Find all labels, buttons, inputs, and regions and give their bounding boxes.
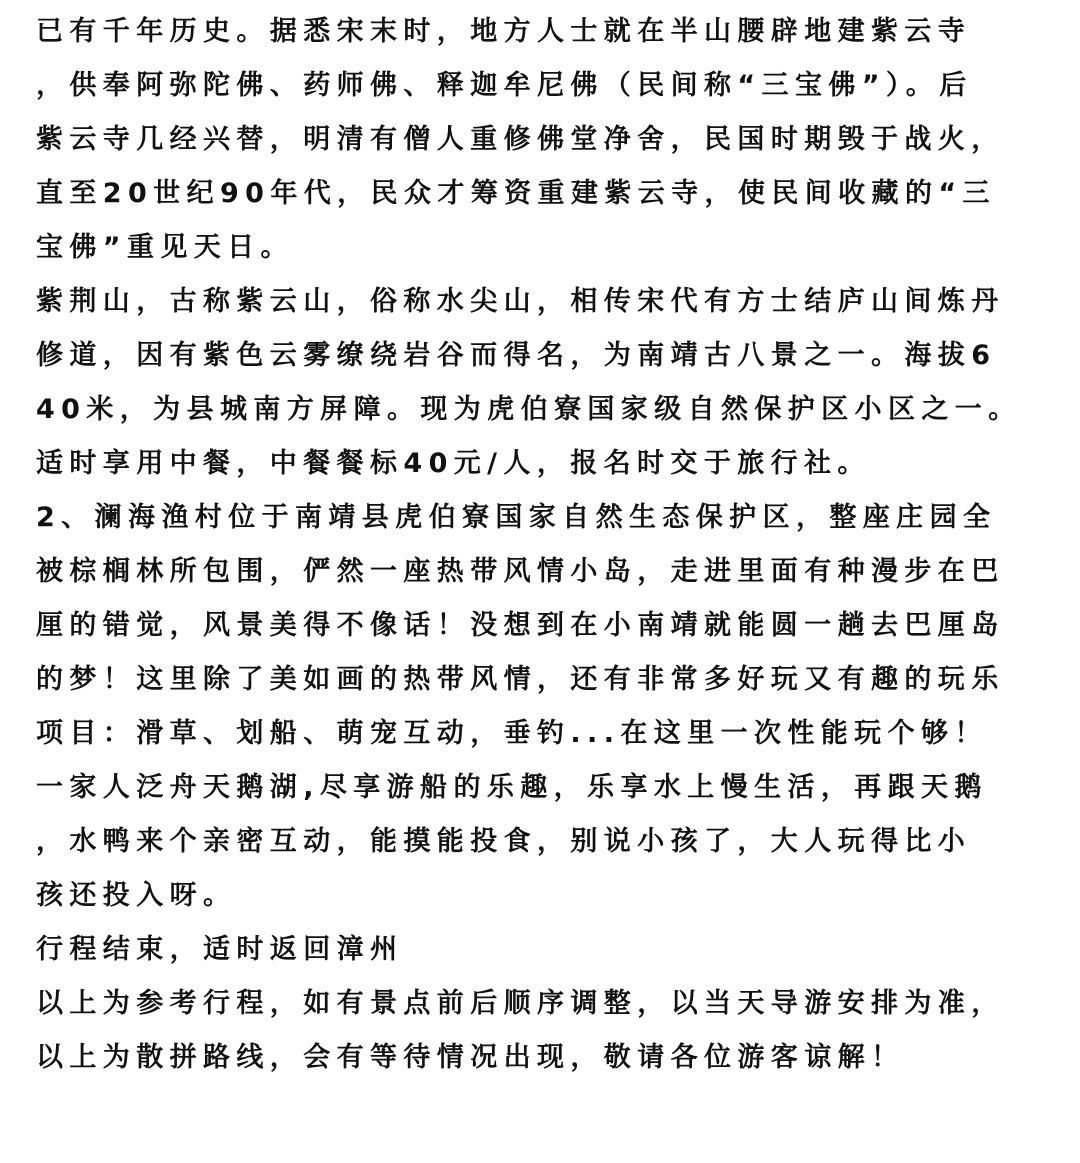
text-line: ，水鸭来个亲密互动，能摸能投食，别说小孩了，大人玩得比小 (36, 826, 972, 857)
text-line: 孩还投入呀。 (36, 880, 237, 911)
text-line: 修道，因有紫色云雾缭绕岩谷而得名，为南靖古八景之一。海拔6 (36, 340, 997, 371)
text-line: 被棕榈林所包围，俨然一座热带风情小岛，走进里面有种漫步在巴 (36, 556, 1005, 587)
text-line: 行程结束，适时返回漳州 (36, 934, 404, 965)
text-line: 紫荆山，古称紫云山，俗称水尖山，相传宋代有方士结庐山间炼丹 (36, 286, 1005, 317)
text-line: 项目：滑草、划船、萌宠互动，垂钓...在这里一次性能玩个够！ (36, 718, 988, 749)
text-line: 以上为散拼路线，会有等待情况出现，敬请各位游客谅解！ (36, 1042, 905, 1073)
text-line: 厘的错觉，风景美得不像话！没想到在小南靖就能圆一趟去巴厘岛 (36, 610, 1005, 641)
text-line: 2、澜海渔村位于南靖县虎伯寮国家自然生态保护区，整座庄园全 (36, 502, 997, 533)
text-line: 宝佛”重见天日。 (36, 232, 294, 263)
text-line: 已有千年历史。据悉宋末时，地方人士就在半山腰辟地建紫云寺 (36, 16, 972, 47)
text-line: ，供奉阿弥陀佛、药师佛、释迦牟尼佛（民间称“三宝佛”）。后 (36, 70, 973, 101)
text-line: 紫云寺几经兴替，明清有僧人重修佛堂净舍，民国时期毁于战火， (36, 124, 1005, 155)
text-line: 的梦！这里除了美如画的热带风情，还有非常多好玩又有趣的玩乐 (36, 664, 1005, 695)
text-line: 以上为参考行程，如有景点前后顺序调整，以当天导游安排为准， (36, 988, 1005, 1019)
text-line: 适时享用中餐，中餐餐标40元/人，报名时交于旅行社。 (36, 448, 871, 479)
text-line: 直至20世纪90年代，民众才筹资重建紫云寺，使民间收藏的“三 (36, 178, 996, 209)
text-line: 40米，为县城南方屏障。现为虎伯寮国家级自然保护区小区之一。 (36, 394, 1022, 425)
text-line: 一家人泛舟天鹅湖,尽享游船的乐趣，乐享水上慢生活，再跟天鹅 (36, 772, 988, 803)
